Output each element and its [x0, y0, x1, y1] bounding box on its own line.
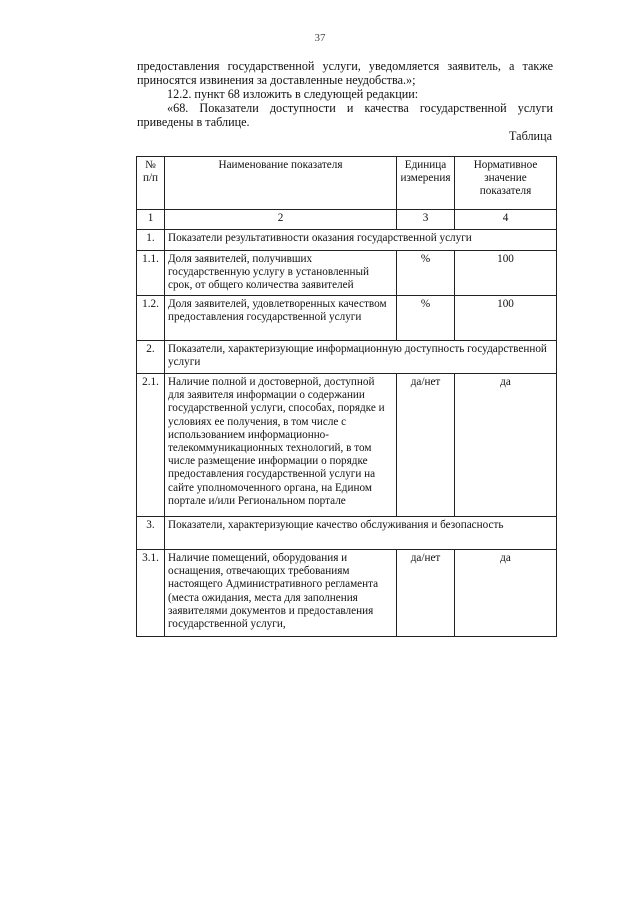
- table-row: [137, 341, 557, 374]
- index-cell: 3: [397, 210, 455, 230]
- row-num: 3.1.: [137, 550, 165, 637]
- row-norm: 100: [455, 251, 557, 296]
- row-name: Доля заявителей, удовлетворенных качеством предоставления государственной услуги: [165, 296, 397, 341]
- index-cell: 4: [455, 210, 557, 230]
- header-num: № п/п: [137, 157, 165, 210]
- indicators-table: [136, 156, 557, 637]
- table-row: [137, 550, 557, 637]
- paragraph-line-2: приносятся извинения за доставленные неудобства.»;: [137, 73, 416, 87]
- row-norm: да: [455, 374, 557, 517]
- row-name: Наличие помещений, оборудования и оснащения, отвечающих требованиям настоящего Административного регламента (места ожидания, места для заполнения заявителями документов и предоставления государственной услуги,: [165, 550, 397, 637]
- row-num: 3.: [137, 517, 165, 550]
- row-num: 2.1.: [137, 374, 165, 517]
- row-unit: %: [397, 251, 455, 296]
- paragraph-line-3: 12.2. пункт 68 изложить в следующей редакции:: [167, 87, 419, 101]
- table-index-row: [137, 210, 557, 230]
- row-num: 1.: [137, 230, 165, 251]
- table-row: [137, 517, 557, 550]
- table-header-row: [137, 157, 557, 210]
- table-row: [137, 296, 557, 341]
- row-num: 1.2.: [137, 296, 165, 341]
- table-caption: Таблица: [509, 129, 552, 143]
- table-row: [137, 251, 557, 296]
- section-title: Показатели результативности оказания государственной услуги: [165, 230, 557, 251]
- row-name: Наличие полной и достоверной, доступной для заявителя информации о содержании государственной услуги, способах, порядке и условиях ее получения, в том числе с использованием информационно-телекоммуникационных технологий, в том числе размещение информации о порядке предоставления государственной услуги на сайте уполномоченного органа, на Едином портале и/или Региональном портале: [165, 374, 397, 517]
- row-norm: 100: [455, 296, 557, 341]
- index-cell: 2: [165, 210, 397, 230]
- row-unit: да/нет: [397, 374, 455, 517]
- row-num: 1.1.: [137, 251, 165, 296]
- header-name: Наименование показателя: [165, 157, 397, 210]
- table-row: [137, 230, 557, 251]
- page-number: 37: [314, 32, 326, 44]
- header-unit: Единица измерения: [397, 157, 455, 210]
- row-num: 2.: [137, 341, 165, 374]
- header-norm: Нормативное значение показателя: [455, 157, 557, 210]
- paragraph-line-5: приведены в таблице.: [137, 115, 250, 129]
- section-title: Показатели, характеризующие качество обслуживания и безопасность: [165, 517, 557, 550]
- row-norm: да: [455, 550, 557, 637]
- row-name: Доля заявителей, получивших государственную услугу в установленный срок, от общего количества заявителей: [165, 251, 397, 296]
- section-title: Показатели, характеризующие информационную доступность государственной услуги: [165, 341, 557, 374]
- row-unit: %: [397, 296, 455, 341]
- row-unit: да/нет: [397, 550, 455, 637]
- index-cell: 1: [137, 210, 165, 230]
- table-row: [137, 374, 557, 517]
- paragraph-line-4: «68. Показатели доступности и качества государственной услуги: [167, 101, 553, 115]
- paragraph-line-1: предоставления государственной услуги, уведомляется заявитель, а также: [137, 59, 553, 73]
